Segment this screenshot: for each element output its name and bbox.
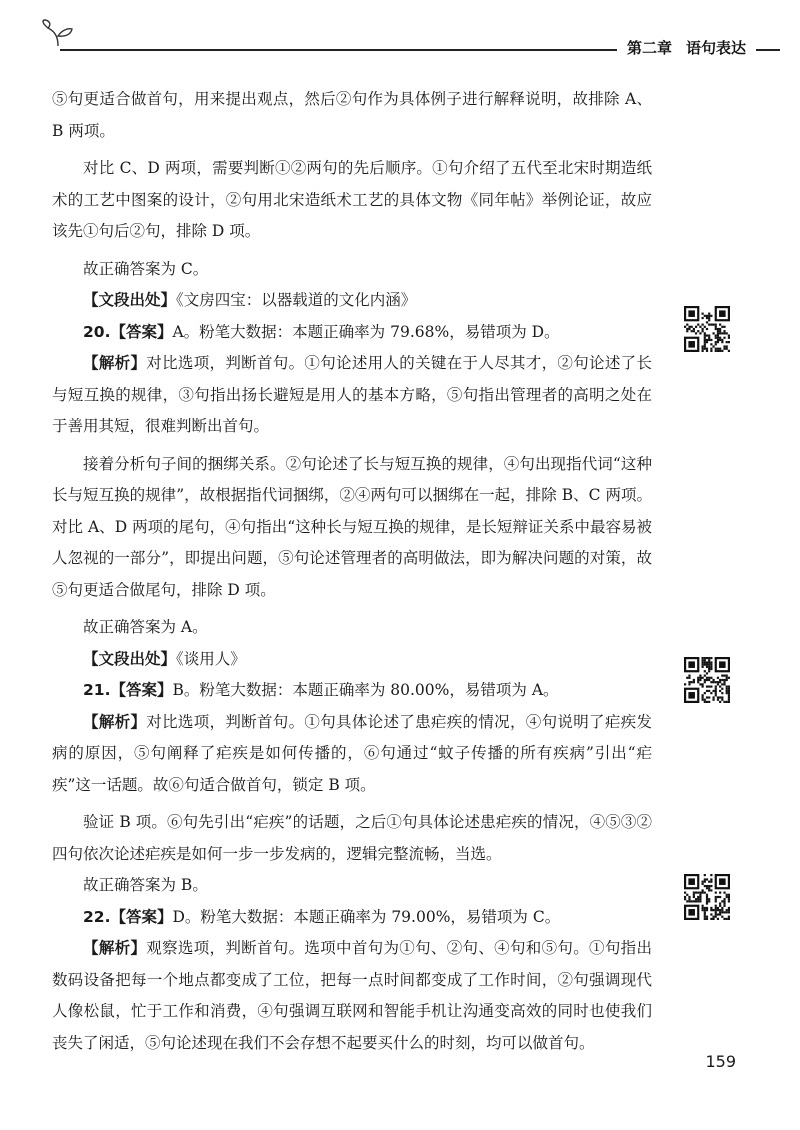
chapter-label: 第二章 bbox=[626, 39, 672, 57]
answer-line: 21.【答案】B。粉笔大数据：本题正确率为 80.00%，易错项为 A。 bbox=[83, 681, 559, 699]
analysis-paragraph: 【解析】观察选项，判断首句。选项中首句为①句、②句、④句和⑤句。①句指出数码设备把每一个地点都变成了工位，把每一点时间都变成了工作时间，②句强调现代人像松鼠，忙于工作和消费，④句强调互联网和智能手机让沟通变高效的同时也使我们丧失了闲适，⑤句论述现在我们不会存想不起要买什么的时刻，均可以做首句。 bbox=[52, 939, 652, 1052]
source-line: 【文段出处】《谈用人》 bbox=[83, 649, 246, 668]
paragraph: 对比 C、D 两项，需要判断①②两句的先后顺序。①句介绍了五代至北宋时期造纸术的工艺中图案的设计，②句用北宋造纸术工艺的具体文物《同年帖》举例论证，故应该先①句后②句，排除 D 项。 bbox=[52, 159, 652, 240]
page-content bbox=[52, 84, 652, 1059]
qr-code-icon[interactable] bbox=[684, 657, 730, 703]
qr-code-icon[interactable] bbox=[684, 874, 730, 920]
answer-line: 20.【答案】A。粉笔大数据：本题正确率为 79.68%，易错项为 D。 bbox=[83, 322, 560, 341]
source-line: 【文段出处】《文房四宝：以器载道的文化内涵》 bbox=[83, 291, 417, 309]
page-number: 159 bbox=[705, 1052, 736, 1071]
page-header bbox=[0, 0, 800, 60]
paragraph: ⑤句更适合做首句，用来提出观点，然后②句作为具体例子进行解释说明，故排除 A、B 两项。 bbox=[52, 90, 652, 140]
qr-code-icon[interactable] bbox=[684, 306, 730, 352]
running-head bbox=[617, 37, 756, 58]
analysis-paragraph: 【解析】对比选项，判断首句。①句论述用人的关键在于人尽其才，②句论述了长与短互换的规律，③句指出扬长避短是用人的基本方略，⑤句指出管理者的高明之处在于善用其短，很难判断出首句。 bbox=[52, 354, 652, 435]
analysis-paragraph: 【解析】对比选项，判断首句。①句具体论述了患疟疾的情况，④句说明了疟疾发病的原因，⑤句阐释了疟疾是如何传播的，⑥句通过“蚊子传播的所有疾病”引出“疟疾”这一话题。故⑥句适合做首句，锁定 B 项。 bbox=[52, 712, 652, 794]
paragraph: 接着分析句子间的捆绑关系。②句论述了长与短互换的规律，④句出现指代词“这种长与短互换的规律”，故根据指代词捆绑，②④两句可以捆绑在一起，排除 B、C 两项。对比 A、D 两项的尾句，④句指出“这种长与短互换的规律，是长短辩证关系中最容易被人忽视的一部分”，即提出问题，⑤句论述管理者的高明做法，即为解决问题的对策，故⑤句更适合做尾句，排除 D 项。 bbox=[52, 454, 652, 599]
section-label: 语句表达 bbox=[685, 39, 746, 57]
paragraph: 故正确答案为 C。 bbox=[83, 259, 209, 278]
paragraph: 验证 B 项。⑥句先引出“疟疾”的话题，之后①句具体论述患疟疾的情况，④⑤③②四句依次论述疟疾是如何一步一步发病的，逻辑完整流畅，当选。 bbox=[52, 813, 652, 863]
answer-line: 22.【答案】D。粉笔大数据：本题正确率为 79.00%，易错项为 C。 bbox=[83, 907, 561, 926]
paragraph: 故正确答案为 A。 bbox=[83, 618, 208, 636]
sprout-leaf-icon bbox=[40, 18, 76, 48]
paragraph: 故正确答案为 B。 bbox=[83, 876, 208, 894]
